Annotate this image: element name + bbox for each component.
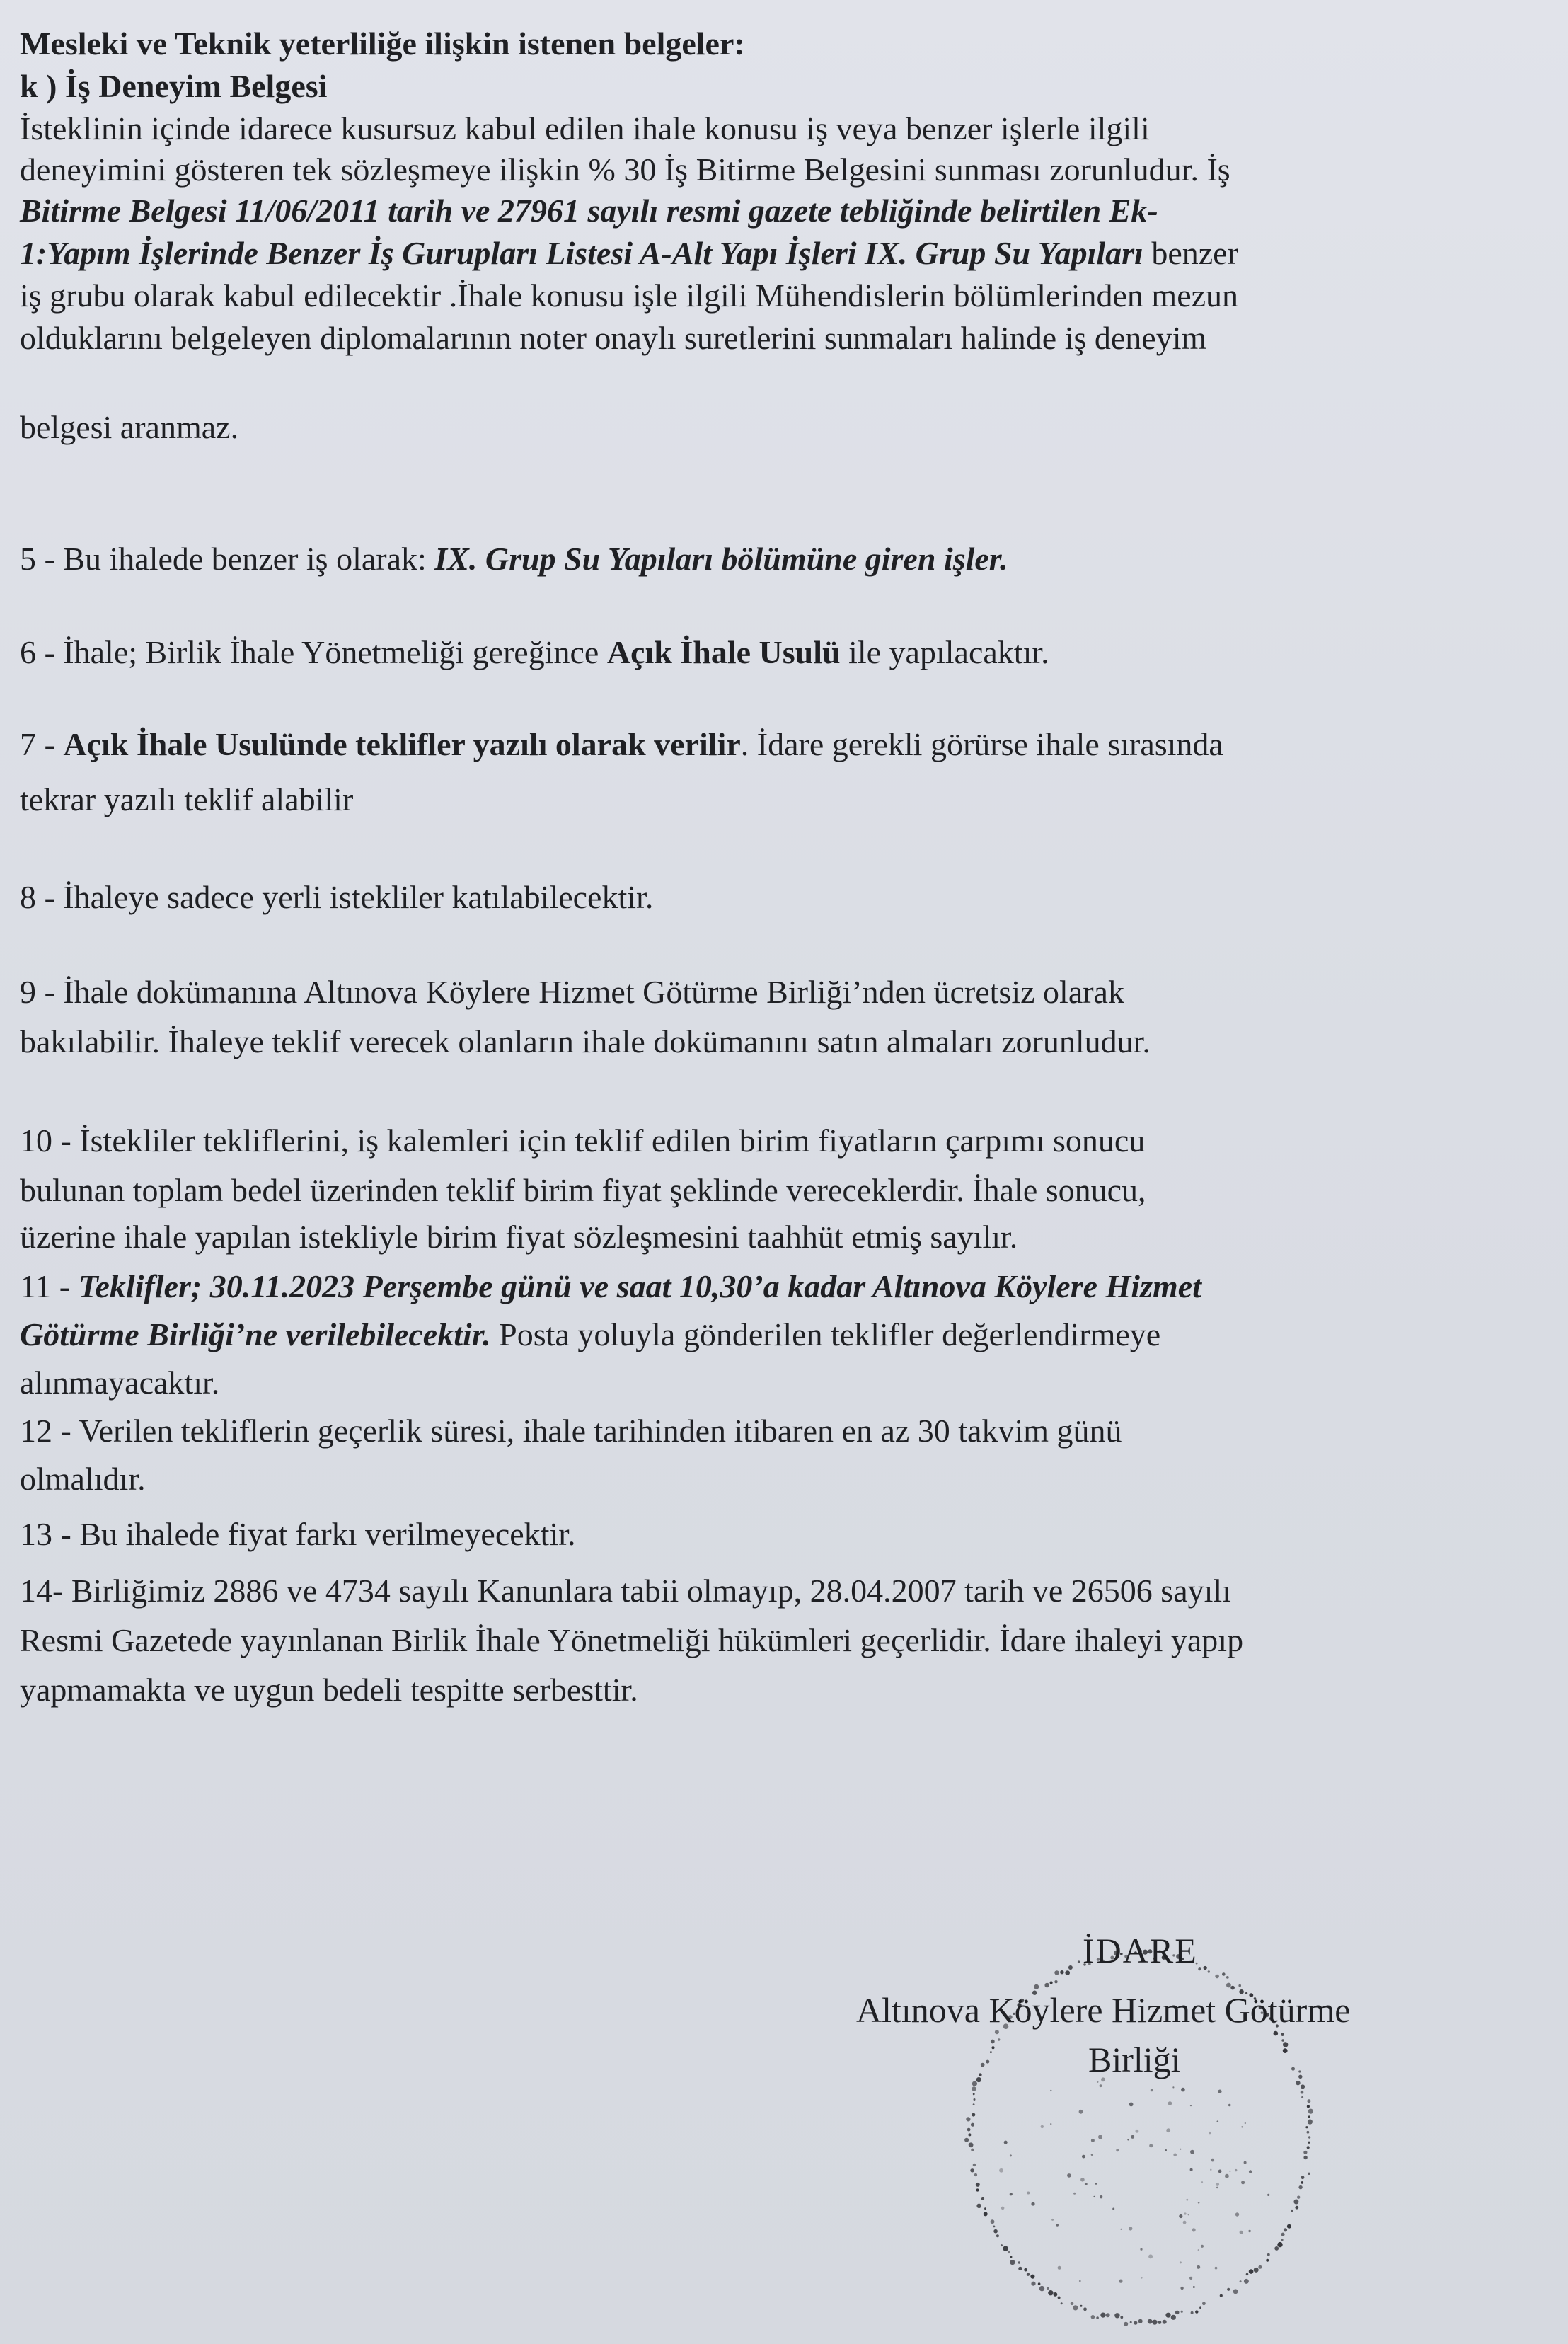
stamp-dot	[1124, 2322, 1128, 2326]
stamp-dot	[990, 2051, 992, 2053]
stamp-dot	[1173, 2154, 1177, 2157]
stamp-dot	[972, 2081, 977, 2086]
official-stamp	[948, 1911, 1344, 2344]
stamp-dot	[1149, 2144, 1153, 2147]
stamp-dot	[1129, 2227, 1132, 2230]
item-11-continued: Götürme Birliği’ne verilebilecektir. Posta yoluyla gönderilen teklifler değerlendirmeye	[20, 1316, 1161, 1352]
stamp-dot	[1158, 2321, 1162, 2324]
stamp-dot	[1295, 2206, 1298, 2210]
stamp-dot	[979, 2073, 982, 2076]
stamp-dot	[1298, 2070, 1301, 2072]
section-k-line: iş grubu olarak kabul edilecektir .İhale konusu işle ilgili Mühendislerin bölümlerinden mezun	[20, 277, 1239, 314]
stamp-dot	[1050, 2090, 1051, 2091]
stamp-dot	[967, 2128, 971, 2132]
stamp-dot	[1307, 2105, 1310, 2108]
stamp-dot	[1307, 2099, 1310, 2103]
stamp-dot	[1281, 2039, 1284, 2042]
stamp-dot	[1096, 2316, 1099, 2319]
stamp-dot	[1010, 2256, 1012, 2258]
stamp-dot	[1218, 2090, 1221, 2093]
stamp-dot	[1301, 2084, 1305, 2089]
stamp-dot	[976, 2183, 980, 2187]
stamp-dot	[1179, 2214, 1182, 2218]
stamp-dot	[1180, 2261, 1182, 2263]
document-heading: Mesleki ve Teknik yeterliliğe ilişkin istenen belgeler:	[20, 25, 745, 62]
stamp-dot	[966, 2117, 970, 2121]
stamp-dot	[981, 2063, 985, 2067]
stamp-dot	[1283, 2042, 1288, 2047]
section-k-line: İsteklinin içinde idarece kusursuz kabul edilen ihale konusu iş veya benzer işlerle ilgili	[20, 110, 1150, 146]
item-9-continued: bakılabilir. İhaleye teklif verecek olanların ihale dokümanını satın almaları zorunludur.	[20, 1023, 1151, 1059]
stamp-dot	[1291, 2067, 1295, 2071]
stamp-dot	[970, 2168, 974, 2172]
stamp-dot	[1190, 2150, 1194, 2154]
stamp-dot	[1277, 2242, 1282, 2247]
stamp-dot	[1197, 2265, 1200, 2269]
section-k-title: k ) İş Deneyim Belgesi	[20, 68, 328, 104]
stamp-dot	[1202, 2302, 1206, 2305]
stamp-dot	[1308, 2173, 1310, 2175]
stamp-dot	[1051, 2219, 1054, 2221]
stamp-dot	[1201, 2245, 1204, 2248]
stamp-dot	[1283, 2048, 1288, 2053]
stamp-dot	[1233, 2289, 1238, 2294]
stamp-dot	[1018, 2261, 1020, 2263]
stamp-dot	[1220, 2294, 1223, 2297]
signature-organization-continued: Birliği	[1088, 2040, 1181, 2079]
stamp-dot	[1093, 2196, 1095, 2198]
stamp-dot	[1248, 2230, 1250, 2232]
stamp-dot	[1120, 2316, 1123, 2319]
stamp-dot	[1228, 2104, 1231, 2107]
stamp-dot	[1018, 2267, 1022, 2270]
stamp-dot	[1281, 2233, 1285, 2236]
stamp-dot	[1140, 2248, 1142, 2251]
stamp-dot	[991, 2040, 995, 2044]
stamp-dot	[1141, 2277, 1142, 2278]
stamp-dot	[981, 2198, 984, 2200]
item-12-continued: olmalıdır.	[20, 1461, 146, 1497]
stamp-dot	[1171, 2315, 1176, 2320]
stamp-dot	[1056, 2224, 1059, 2226]
item-12: 12 - Verilen tekliflerin geçerlik süresi, ihale tarihinden itibaren en az 30 takvim günü	[20, 1413, 1122, 1449]
stamp-dot	[1195, 2310, 1198, 2313]
stamp-dot	[1067, 2173, 1071, 2178]
stamp-dot	[1240, 2231, 1243, 2234]
stamp-dot	[1249, 2170, 1252, 2173]
stamp-dot	[1308, 2120, 1313, 2125]
stamp-dot	[1129, 2103, 1134, 2107]
stamp-dot	[996, 2234, 999, 2237]
stamp-dot	[986, 2060, 989, 2064]
stamp-dot	[1095, 2183, 1097, 2185]
stamp-dot	[1027, 2273, 1030, 2276]
stamp-dot	[1165, 2149, 1167, 2151]
stamp-dot	[1091, 2139, 1095, 2142]
stamp-dot	[972, 2113, 975, 2117]
stamp-dot	[1297, 2196, 1300, 2199]
stamp-dot	[1307, 2146, 1310, 2149]
stamp-dot	[1136, 2130, 1139, 2133]
stamp-dot	[1298, 2185, 1302, 2189]
stamp-dot	[1293, 2200, 1298, 2205]
item-14-continued: yapmamakta ve uygun bedeli tespitte serbesttir.	[20, 1672, 638, 1708]
stamp-dot	[1193, 2286, 1195, 2288]
stamp-dot	[1301, 2091, 1304, 2094]
stamp-dot	[1267, 2194, 1269, 2196]
stamp-dot	[1226, 1976, 1229, 1979]
stamp-dot	[1073, 2193, 1076, 2195]
stamp-dot	[1189, 2277, 1192, 2280]
stamp-dot	[1001, 2244, 1003, 2246]
stamp-dot	[1175, 2311, 1180, 2315]
stamp-dot	[1287, 2224, 1291, 2229]
stamp-dot	[1165, 2313, 1170, 2318]
stamp-dot	[1301, 2096, 1303, 2098]
stamp-dot	[1058, 2266, 1061, 2270]
stamp-dot	[1216, 2187, 1218, 2189]
item-8: 8 - İhaleye sadece yerli istekliler katılabilecektir.	[20, 879, 654, 915]
stamp-dot	[973, 2164, 976, 2166]
stamp-dot	[1192, 2228, 1196, 2231]
stamp-dot	[1307, 2131, 1310, 2134]
stamp-dot	[1208, 1970, 1210, 1972]
stamp-dot	[1134, 2321, 1137, 2325]
stamp-dot	[1190, 2105, 1192, 2106]
stamp-dot	[1181, 2088, 1185, 2092]
stamp-dot	[991, 2219, 995, 2224]
stamp-dot	[1100, 2195, 1102, 2198]
stamp-dot	[1222, 1972, 1226, 1976]
stamp-dot	[1080, 2305, 1083, 2307]
item-10: 10 - İstekliler tekliflerini, iş kalemleri için teklif edilen birim fiyatların çarpımı sonucu	[20, 1122, 1146, 1159]
stamp-dot	[1209, 2132, 1211, 2134]
stamp-dot	[1100, 2084, 1102, 2087]
stamp-dot	[1210, 2169, 1211, 2171]
section-k-line: belgesi aranmaz.	[20, 409, 239, 445]
stamp-dot	[1198, 1967, 1201, 1970]
stamp-dot	[969, 2142, 974, 2147]
stamp-dot	[964, 2138, 969, 2142]
stamp-dot	[1048, 2290, 1053, 2295]
stamp-dot	[1065, 1970, 1070, 1975]
stamp-dot	[1181, 2311, 1183, 2313]
stamp-dot	[1305, 2126, 1308, 2128]
stamp-dot	[1198, 2202, 1200, 2204]
stamp-dot	[1166, 2128, 1170, 2132]
stamp-dot	[1068, 1965, 1073, 1970]
stamp-dot	[1308, 2142, 1310, 2144]
stamp-dot	[971, 2149, 974, 2151]
stamp-dot	[1266, 2259, 1269, 2262]
stamp-dot	[1030, 2275, 1034, 2279]
item-9: 9 - İhale dokümanına Altınova Köylere Hizmet Götürme Birliği’nden ücretsiz olarak	[20, 974, 1124, 1010]
stamp-dot	[984, 2207, 986, 2210]
stamp-dot	[1241, 2181, 1245, 2184]
stamp-dot	[1218, 2170, 1222, 2173]
stamp-dot	[1190, 2168, 1193, 2171]
stamp-dot	[1303, 2156, 1307, 2159]
item-10-continued: bulunan toplam bedel üzerinden teklif birim fiyat şeklinde vereceklerdir. İhale sonucu,	[20, 1172, 1146, 1208]
stamp-dot	[1229, 2171, 1230, 2172]
stamp-dot	[1238, 1984, 1241, 1987]
item-10-continued: üzerine ihale yapılan istekliyle birim fiyat sözleşmesini taahhüt etmiş sayılır.	[20, 1219, 1018, 1255]
stamp-dot	[1024, 2268, 1027, 2272]
stamp-dot	[974, 2098, 976, 2101]
stamp-dot	[1188, 2214, 1189, 2215]
stamp-dot	[992, 2046, 995, 2049]
stamp-dot	[1082, 2155, 1085, 2159]
stamp-dot	[1235, 2212, 1239, 2216]
stamp-dot	[1301, 2176, 1305, 2179]
stamp-dot	[1054, 1980, 1057, 1983]
stamp-dot	[1215, 1975, 1219, 1979]
stamp-dot	[1151, 2089, 1153, 2091]
stamp-dot	[1281, 2239, 1283, 2241]
stamp-dot	[1085, 2183, 1088, 2185]
stamp-dot	[1041, 2125, 1044, 2128]
stamp-dot	[1039, 2286, 1044, 2291]
stamp-dot	[1249, 2269, 1254, 2274]
stamp-dot	[1114, 2313, 1119, 2318]
stamp-dot	[971, 2123, 974, 2127]
stamp-dot	[1225, 2174, 1229, 2178]
stamp-dot	[968, 2133, 971, 2136]
stamp-dot	[1148, 2319, 1153, 2324]
stamp-dot	[1127, 2139, 1129, 2140]
stamp-dot	[1180, 2287, 1183, 2290]
stamp-dot	[1060, 1970, 1063, 1974]
stamp-dot	[1201, 2181, 1203, 2183]
stamp-dot	[1073, 2305, 1078, 2310]
stamp-dot	[1119, 2280, 1122, 2283]
stamp-dot	[1308, 2109, 1313, 2114]
section-k-line: deneyimini gösteren tek sözleşmeye ilişkin % 30 İş Bitirme Belgesini sunması zorunludur. İş	[20, 151, 1230, 188]
stamp-dot	[1183, 2221, 1187, 2224]
stamp-dot	[1027, 2192, 1030, 2195]
stamp-dot	[1245, 2122, 1246, 2124]
stamp-dot	[1152, 2320, 1157, 2325]
stamp-dot	[1054, 1970, 1059, 1975]
stamp-dot	[1050, 2123, 1051, 2125]
stamp-dot	[1296, 2081, 1300, 2085]
stamp-dot	[1240, 2280, 1242, 2282]
stamp-dot	[1267, 2253, 1270, 2256]
stamp-dot	[1008, 2251, 1010, 2253]
stamp-dot	[972, 2086, 976, 2091]
stamp-dot	[1199, 2306, 1201, 2309]
stamp-dot	[1080, 2178, 1085, 2182]
item-14-continued: Resmi Gazetede yayınlanan Birlik İhale Yönetmeliği hükümleri geçerlidir. İdare ihaleyi yapıp	[20, 1622, 1244, 1658]
stamp-dot	[1303, 2151, 1307, 2154]
stamp-dot	[1241, 2126, 1243, 2128]
item-13: 13 - Bu ihalede fiyat farkı verilmeyecektir.	[20, 1516, 576, 1552]
stamp-dot	[993, 2226, 996, 2228]
stamp-dot	[1235, 2169, 1237, 2171]
stamp-dot	[1058, 2297, 1061, 2299]
stamp-dot	[1079, 2110, 1083, 2114]
stamp-dot	[1291, 2210, 1293, 2212]
stamp-dot	[1031, 2202, 1034, 2205]
stamp-dot	[1198, 2249, 1199, 2251]
item-6: 6 - İhale; Birlik İhale Yönetmeliği gereğince Açık İhale Usulü ile yapılacaktır.	[20, 634, 1049, 670]
stamp-dot	[1246, 2273, 1249, 2276]
item-14: 14- Birliğimiz 2886 ve 4734 sayılı Kanunlara tabii olmayıp, 28.04.2007 tarih ve 26506 sayılı	[20, 1573, 1231, 1609]
stamp-dot	[1004, 2141, 1008, 2144]
stamp-dot	[973, 2103, 975, 2105]
stamp-dot	[1130, 2321, 1132, 2323]
stamp-dot	[1184, 2212, 1186, 2214]
stamp-dot	[1308, 2115, 1310, 2118]
stamp-dot	[1148, 2254, 1153, 2258]
stamp-dot	[1191, 2311, 1194, 2314]
signature-title: İDARE	[1083, 1931, 1198, 1970]
stamp-dot	[1091, 2315, 1095, 2319]
stamp-dot	[1010, 2193, 1013, 2195]
stamp-dot	[1071, 2302, 1074, 2306]
stamp-dot	[1217, 2120, 1219, 2122]
stamp-dot	[1226, 1983, 1231, 1988]
section-k-line: olduklarını belgeleyen diplomalarının noter onaylı suretlerini sunmaları halinde iş deneyim	[20, 320, 1207, 356]
stamp-dot	[1298, 2075, 1302, 2079]
stamp-dot	[1284, 2228, 1287, 2231]
stamp-dot	[1180, 2149, 1181, 2150]
stamp-dot	[1054, 2292, 1058, 2297]
stamp-dot	[1098, 2135, 1102, 2139]
stamp-dot	[998, 2038, 1000, 2040]
stamp-dot	[1301, 2181, 1304, 2184]
stamp-dot	[1001, 2207, 1005, 2210]
stamp-dot	[1078, 1960, 1080, 1963]
stamp-dot	[974, 2173, 977, 2176]
stamp-dot	[993, 2229, 998, 2234]
stamp-dot	[1100, 2313, 1105, 2318]
stamp-dot	[1281, 2033, 1284, 2036]
stamp-dot	[1172, 2086, 1174, 2088]
stamp-dot	[1050, 1981, 1053, 1984]
stamp-dot	[1308, 2136, 1310, 2138]
stamp-dot	[976, 2077, 981, 2082]
stamp-dot	[1244, 2279, 1249, 2284]
stamp-dot	[1083, 2307, 1087, 2311]
item-11-continued: alınmayacaktır.	[20, 1365, 220, 1401]
stamp-dot	[1031, 2282, 1035, 2286]
stamp-dot	[1138, 2319, 1143, 2323]
stamp-dot	[1079, 2280, 1081, 2282]
stamp-dot	[1254, 2268, 1259, 2273]
stamp-dot	[1061, 2302, 1063, 2304]
stamp-dot	[1274, 2246, 1279, 2251]
stamp-dot	[1047, 2287, 1049, 2290]
stamp-dot	[1274, 2031, 1279, 2036]
stamp-dot	[1010, 2260, 1015, 2265]
stamp-dot	[1244, 2161, 1247, 2164]
stamp-dot	[1097, 2081, 1098, 2083]
stamp-dot	[976, 2188, 979, 2191]
section-k-line: Bitirme Belgesi 11/06/2011 tarih ve 27961 sayılı resmi gazete tebliğinde belirtilen Ek-	[20, 193, 1158, 229]
stamp-dot	[1010, 2154, 1012, 2156]
stamp-dot	[1186, 2199, 1188, 2201]
signature-organization: Altınova Köylere Hizmet Götürme	[856, 1990, 1351, 2030]
stamp-dot	[1044, 1983, 1049, 1988]
item-7: 7 - Açık İhale Usulünde teklifler yazılı olarak verilir. İdare gerekli görürse ihale sırasında	[20, 726, 1223, 762]
stamp-dot	[1003, 2246, 1008, 2251]
stamp-dot	[984, 2212, 988, 2216]
stamp-dot	[1120, 2229, 1122, 2230]
stamp-dot	[976, 2204, 981, 2208]
stamp-dot	[1131, 2135, 1134, 2139]
item-5: 5 - Bu ihalede benzer iş olarak: IX. Grup Su Yapıları bölümüne giren işler.	[20, 541, 1008, 577]
stamp-dot	[1258, 2265, 1262, 2269]
stamp-dot	[1038, 2282, 1041, 2285]
stamp-dot	[973, 2093, 975, 2096]
stamp-dot	[1112, 2208, 1114, 2210]
stamp-dot	[1215, 2267, 1218, 2270]
stamp-dot	[1091, 2154, 1093, 2156]
stamp-dot	[999, 2168, 1003, 2173]
stamp-dot	[1211, 2159, 1214, 2162]
stamp-dot	[1227, 2288, 1230, 2291]
stamp-dot	[1216, 2183, 1219, 2186]
section-k-line: 1:Yapım İşlerinde Benzer İş Gurupları Listesi A-Alt Yapı İşleri IX. Grup Su Yapıları benzer	[20, 235, 1238, 271]
stamp-dot	[1168, 2101, 1172, 2105]
item-7-continued: tekrar yazılı teklif alabilir	[20, 781, 354, 817]
stamp-dot	[1204, 1966, 1207, 1970]
item-11: 11 - Teklifler; 30.11.2023 Perşembe günü ve saat 10,30’a kadar Altınova Köylere Hizmet	[20, 1268, 1201, 1304]
stamp-dot	[1106, 2313, 1110, 2317]
stamp-dot	[1163, 2320, 1167, 2324]
stamp-dot	[1116, 2149, 1119, 2151]
